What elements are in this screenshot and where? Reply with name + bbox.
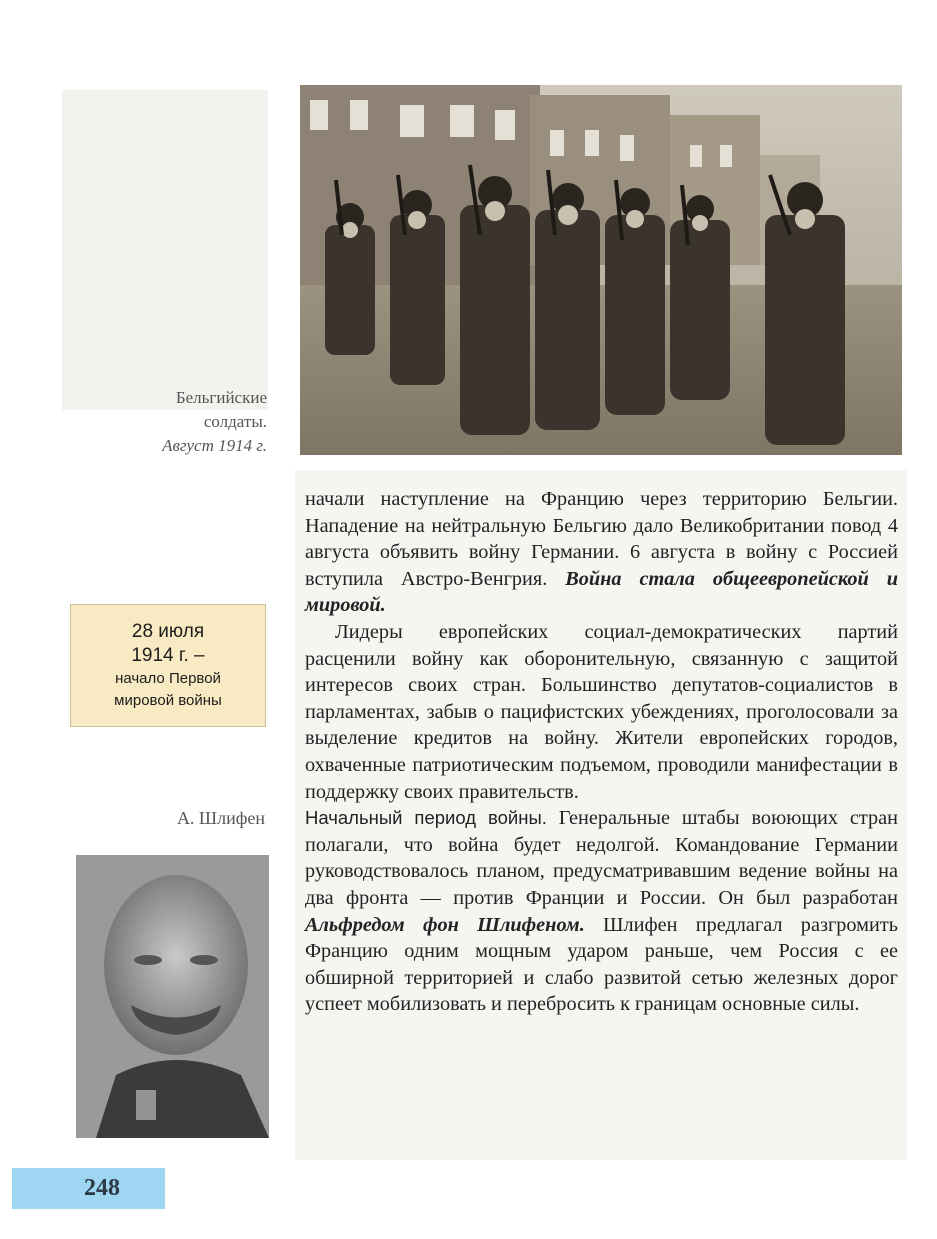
date-line: 28 июля — [131, 620, 205, 642]
caption-line: Бельгийские — [175, 388, 267, 407]
emphasis-text: Альфредом фон Шлифеном. — [305, 913, 585, 936]
soldiers-photo-caption — [67, 386, 267, 458]
caption-line: солдаты. — [203, 412, 267, 431]
date-line: 1914 г. – — [131, 644, 205, 666]
caption-date: Август 1914 г. — [162, 436, 267, 455]
schlieffen-caption: А. Шлифен — [176, 808, 265, 828]
paragraph — [305, 486, 898, 619]
emphasis-text: Война стала общеевропейской и мировой. — [305, 567, 898, 617]
date-note: мировой войны — [114, 691, 222, 709]
paragraph: Лидеры европейских социал-демократических партий расценили войну как оборонительную, связанную с защитой интересов своих стран. Большинство депутатов-социалистов в парламентах, забыв о пацифистских убеждениях, проголосовали за выделение кредитов на войну. Жители европейских городов, охваченные патриотическим подъемом, проводили манифестации в поддержку своих правительств. — [305, 620, 898, 803]
paragraph-text: начали наступление на Францию через территорию Бельгии. Нападение на нейтральную Бельгию дало Великобритании повод 4 августа объявить войну Германии. 6 августа в войну с Россией вступила Австро-Венгрия. — [305, 488, 898, 590]
paragraph-text: Шлифен предлагал разгромить Францию одним мощным ударом раньше, чем Россия с ее обширной территорией и слабо развитой сетью железных дорог успеет мобилизовать и перебросить к границам основные силы. — [305, 913, 898, 1016]
paragraph — [305, 805, 898, 1018]
belgian-soldiers-photo — [300, 85, 902, 455]
section-heading: Начальный период войны. — [305, 807, 547, 829]
date-callout — [70, 604, 266, 727]
paragraph-text: Генеральные штабы воюющих стран полагали, что война будет недолгой. Командование Германии руководствовалось планом, предусматривавшим ведение войны на два фронта — против Франции и России. Он был разработан — [305, 807, 898, 909]
schlieffen-portrait — [76, 855, 269, 1138]
date-note: начало Первой — [115, 669, 221, 687]
main-text — [305, 486, 898, 1018]
page-number: 248 — [12, 1168, 165, 1209]
margin-tint — [62, 90, 268, 410]
